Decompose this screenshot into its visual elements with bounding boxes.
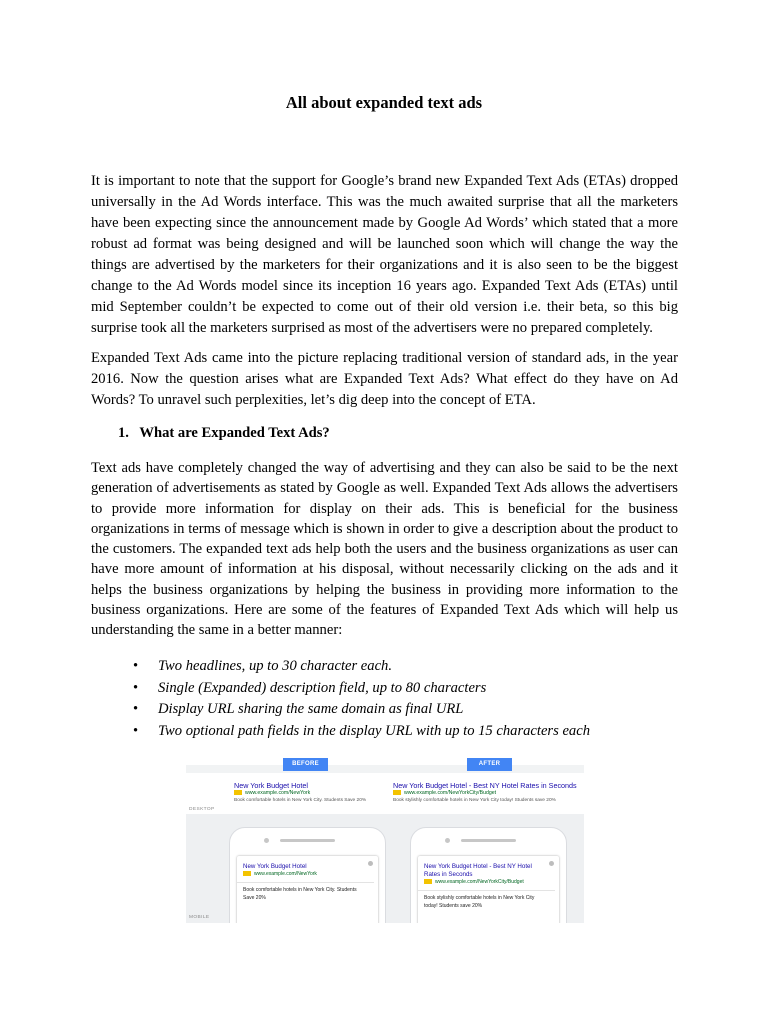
feature-item: • Single (Expanded) description field, up to 80 characters — [133, 678, 590, 700]
document-title: All about expanded text ads — [285, 93, 483, 112]
ad-headline: New York Budget Hotel — [234, 781, 308, 790]
card-divider — [237, 882, 374, 883]
feature-item: • Two optional path fields in the display URL with up to 15 characters each — [133, 721, 590, 743]
ad-description: Book stylishly comfortable hotels in New York City today! Students save 20% — [393, 798, 556, 803]
paragraph-text-ads: Text ads have completely changed the way of advertising and they can also be said to be the next generation of advertisements as stated by Google as well. Expanded Text Ads allows the advertisers to provide more information for display on their ads. This is beneficial for the business organizations in terms of message which is shown in order to give a description about the product to the customers. The expanded text ads help both the users and the business organizations as user can have more amount of information at his disposal, without necessarily clicking on the ads and it helps the business organizations by helping the business in providing more information to the business organizations. Here are some of the features of Expanded Text Ads which will help us understanding the same in a better manner: — [91, 460, 678, 639]
phone-speaker-icon — [280, 839, 335, 842]
ad-tag-icon — [243, 871, 251, 876]
section-number: 1. — [118, 425, 129, 441]
info-icon — [549, 861, 554, 866]
section-heading-text: What are Expanded Text Ads? — [139, 425, 330, 441]
mobile-ad-card-before — [237, 856, 378, 923]
phone-speaker-icon — [461, 839, 516, 842]
mobile-ad-card-after — [418, 856, 559, 923]
ad-headline: New York Budget Hotel - Best NY Hotel Rates in Seconds — [393, 781, 577, 790]
card-divider — [418, 890, 555, 891]
ad-url-text: www.example.com/NewYork — [245, 790, 311, 796]
ad-description: Book stylishly comfortable hotels in New York City today! Students save 20% — [424, 895, 535, 909]
section-heading — [118, 425, 330, 442]
ad-tag-icon — [234, 790, 242, 795]
paragraph-intro: It is important to note that the support for Google’s brand new Expanded Text Ads (ETAs) dropped universally in the Ad Words interface. This was the much awaited surprise that all the marketers have been expecting since the announcement made by Google Ad Words’ which stated that a more robust ad format was being designed and will be launched soon which will change the way the things are advertised by the marketers for their organizations and it is also seen to be the biggest change to the Ad Words model since its inception 16 years ago. Expanded Text Ads (ETAs) until mid September couldn’t be expected to come out of their old version i.e. their beta, so this big surprise took all the marketers surprised as most of the advertisers were no prepared completely. — [91, 173, 678, 336]
before-after-figure — [186, 757, 584, 923]
figure-band — [186, 765, 584, 773]
ad-url-text: www.example.com/NewYorkCity/Budget — [435, 879, 524, 885]
ad-display-url — [243, 871, 368, 878]
ad-url-text: www.example.com/NewYork — [254, 871, 317, 877]
feature-item: • Two headlines, up to 30 character each. — [133, 656, 590, 678]
ad-url-text: www.example.com/NewYorkCity/Budget — [404, 790, 497, 796]
after-badge: AFTER — [467, 758, 512, 771]
ad-tag-icon — [424, 879, 432, 884]
ad-display-url — [234, 790, 366, 797]
ad-display-url — [393, 790, 577, 797]
ad-headline: New York Budget Hotel — [243, 863, 307, 870]
phone-mockup-after — [410, 827, 567, 923]
desktop-ad-before — [234, 781, 366, 804]
ad-tag-icon — [393, 790, 401, 795]
ad-description: Book comfortable hotels in New York City. Students Save 20% — [234, 798, 367, 803]
phone-mockup-before — [229, 827, 386, 923]
ad-headline: New York Budget Hotel - Best NY Hotel Rates in Seconds — [424, 863, 532, 878]
info-icon — [368, 861, 373, 866]
feature-item: • Display URL sharing the same domain as final URL — [133, 699, 590, 721]
ad-description: Book comfortable hotels in New York City. Students Save 20% — [243, 887, 357, 901]
phone-camera-icon — [445, 838, 450, 843]
desktop-label: DESKTOP — [189, 807, 215, 812]
mobile-label: MOBILE — [189, 915, 210, 920]
paragraph-eta-intro: Expanded Text Ads came into the picture replacing traditional version of standard ads, in the year 2016. Now the question arises what are Expanded Text Ads? What effect do they have on Ad Words? To unravel such perplexities, let’s dig deep into the concept of ETA. — [91, 350, 678, 408]
feature-list — [133, 656, 590, 742]
desktop-ad-after — [393, 781, 577, 804]
phone-camera-icon — [264, 838, 269, 843]
before-badge: BEFORE — [283, 758, 328, 771]
ad-display-url — [424, 879, 549, 886]
